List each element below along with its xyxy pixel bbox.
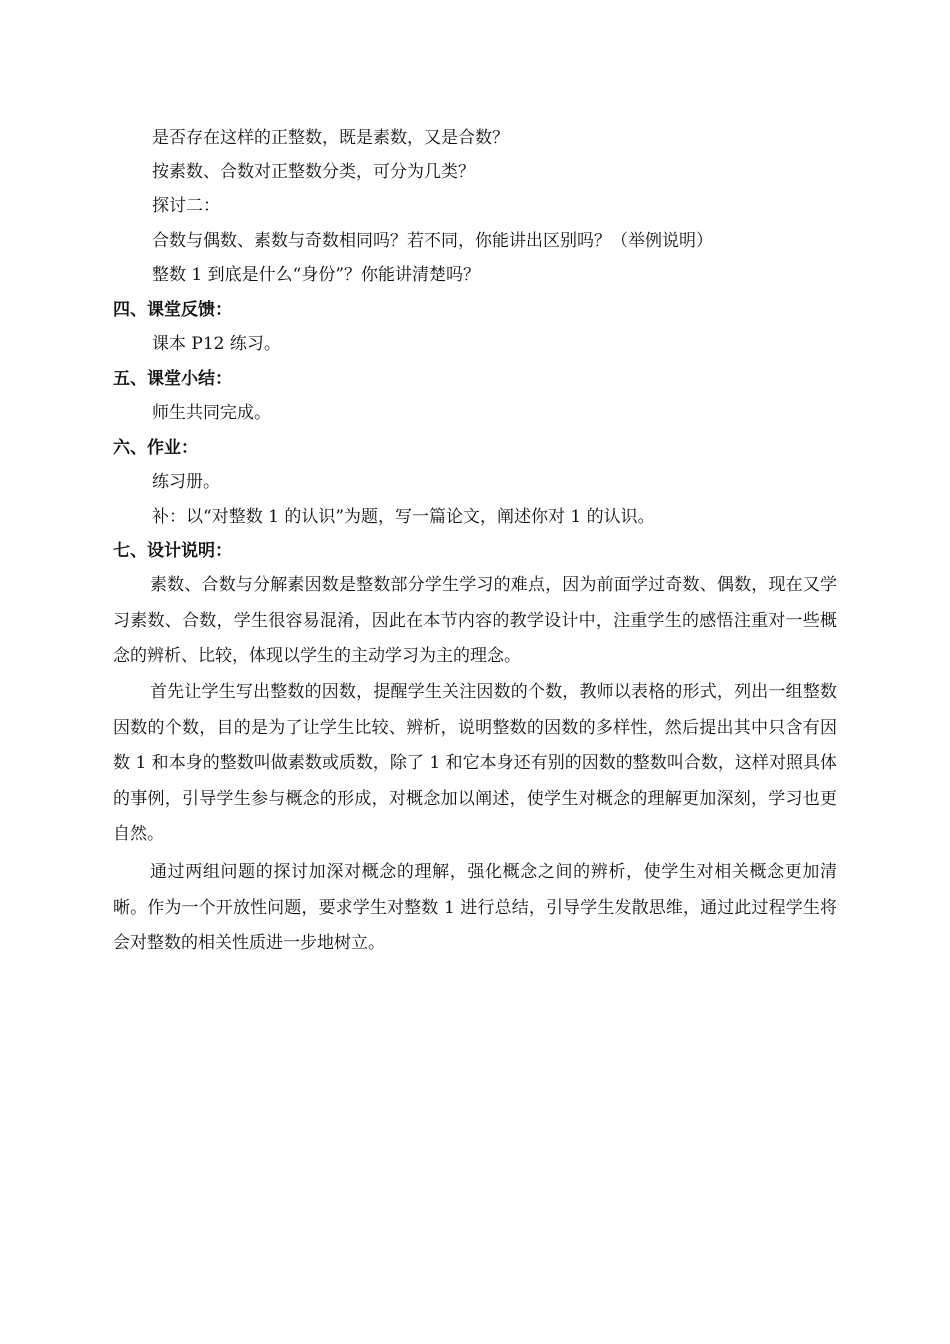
- design-paragraph-3: 通过两组问题的探讨加深对概念的理解，强化概念之间的辨析，使学生对相关概念更加清晰。作为一个开放性问题，要求学生对整数 1 进行总结，引导学生发散思维，通过此过程学生将会对整数的相关性质进一步地树立。: [113, 862, 837, 953]
- section-5-text: 师生共同完成。: [152, 403, 271, 423]
- section-6-supplement: 补：以“对整数 1 的认识”为题，写一篇论文，阐述你对 1 的认识。: [152, 507, 655, 527]
- section-4-text: 课本 P12 练习。: [152, 334, 281, 354]
- discussion-one-question-2: 按素数、合数对正整数分类，可分为几类？: [152, 162, 475, 182]
- discussion-two-question-1: 合数与偶数、素数与奇数相同吗？若不同，你能讲出区别吗？（举例说明）: [152, 231, 713, 251]
- design-paragraph-1: 素数、合数与分解素因数是整数部分学生学习的难点，因为前面学过奇数、偶数，现在又学习素数、合数，学生很容易混淆，因此在本节内容的教学设计中，注重学生的感悟注重对一些概念的辨析、比较，体现以学生的主动学习为主的理念。: [113, 575, 837, 666]
- design-paragraph-2: 首先让学生写出整数的因数，提醒学生关注因数的个数，教师以表格的形式，列出一组整数因数的个数，目的是为了让学生比较、辨析，说明整数的因数的多样性，然后提出其中只含有因数 1 和本身的整数叫做素数或质数，除了 1 和它本身还有别的因数的整数叫合数，这样对照具体的事例，引导学生参与概念的形成，对概念加以阐述，使学生对概念的理解更加深刻，学习也更自然。: [113, 682, 837, 844]
- section-6-text: 练习册。: [152, 472, 220, 492]
- section-4-heading: 四、课堂反馈：: [113, 300, 232, 320]
- section-7-heading: 七、设计说明：: [113, 541, 232, 561]
- section-5-heading: 五、课堂小结：: [113, 369, 232, 389]
- discussion-two-question-2: 整数 1 到底是什么“身份”？你能讲清楚吗？: [152, 265, 481, 285]
- discussion-one-question-1: 是否存在这样的正整数，既是素数，又是合数？: [152, 128, 509, 148]
- section-6-heading: 六、作业：: [113, 438, 198, 458]
- discussion-two-label: 探讨二：: [152, 196, 220, 216]
